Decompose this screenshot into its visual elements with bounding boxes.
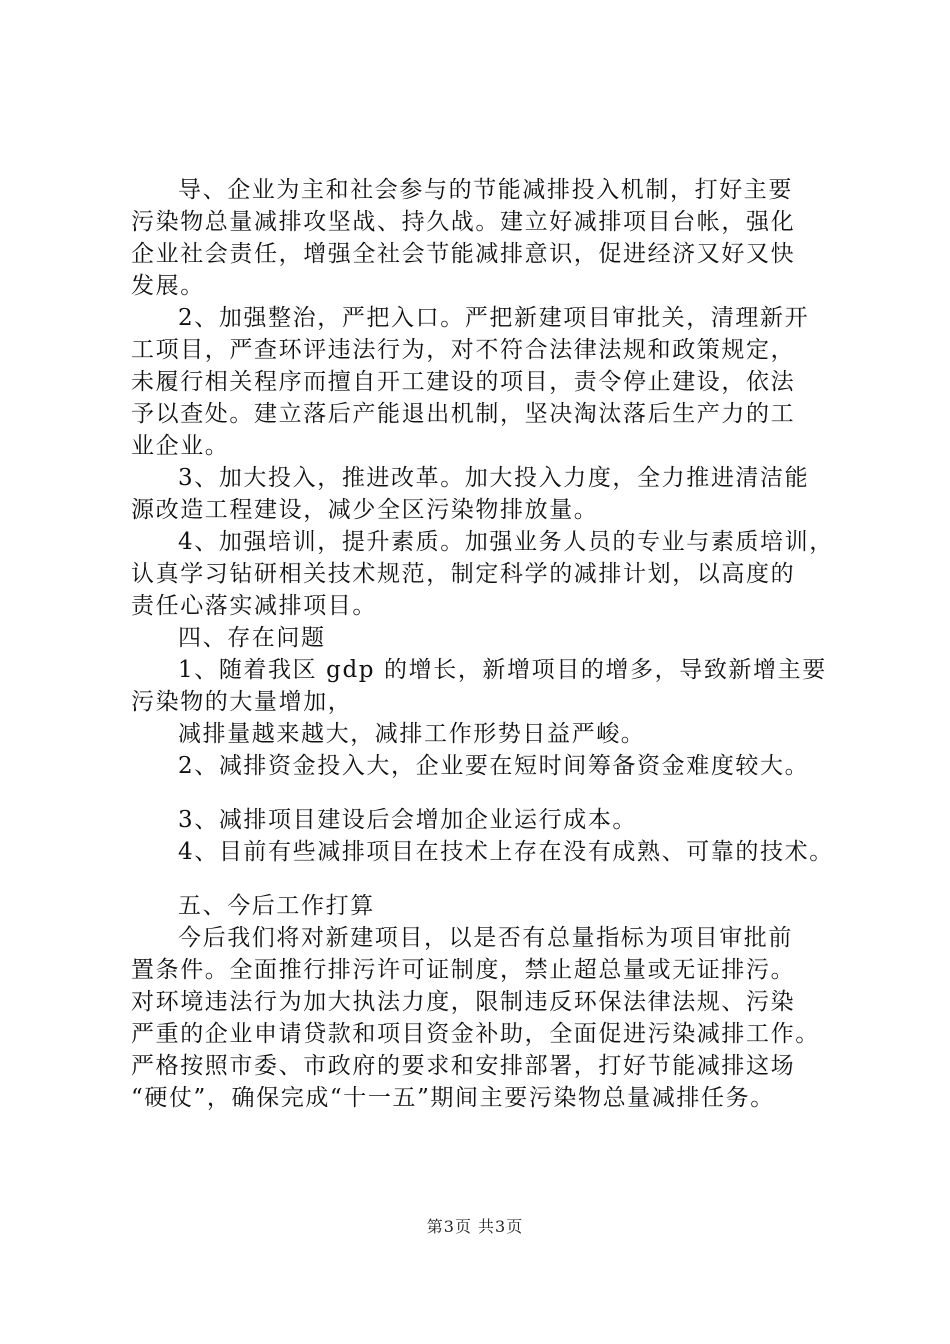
text-line: 予以查处。建立落后产能退出机制，坚决淘汰落后生产力的工 — [131, 401, 796, 427]
text-line: 源改造工程建设，减少全区污染物排放量。 — [131, 497, 599, 523]
section-heading: 五、今后工作打算 — [178, 893, 375, 919]
paragraph-gap — [131, 868, 831, 890]
document-body — [131, 174, 834, 1114]
text-line: 对环境违法行为加大执法力度，限制违反环保法律法规、污染 — [131, 989, 796, 1015]
text-line: 认真学习钻研相关技术规范，制定科学的减排计划，以高度的 — [131, 561, 796, 587]
text-line: 1、随着我区 gdp 的增长，新增项目的增多，导致新增主要 — [178, 657, 827, 683]
text-line: 污染物的大量增加， — [131, 689, 353, 715]
text-line: 工项目，严查环评违法行为，对不符合法律法规和政策规定， — [131, 337, 796, 363]
text-line: “硬仗”，确保完成“十一五”期间主要污染物总量减排任务。 — [131, 1085, 775, 1111]
text-line: 严重的企业申请贷款和项目资金补助，全面促进污染减排工作。 — [131, 1021, 820, 1047]
section-heading: 四、存在问题 — [178, 625, 326, 651]
text-line: 污染物总量减排攻坚战、持久战。建立好减排项目台帐，强化 — [131, 209, 796, 235]
text-line: 今后我们将对新建项目，以是否有总量指标为项目审批前 — [178, 925, 793, 951]
text-line: 减排量越来越大，减排工作形势日益严峻。 — [178, 721, 646, 747]
text-line: 置条件。全面推行排污许可证制度，禁止超总量或无证排污。 — [131, 957, 796, 983]
text-line: 未履行相关程序而擅自开工建设的项目，责令停止建设，依法 — [131, 369, 796, 395]
text-line: 发展。 — [131, 273, 205, 299]
paragraph-gap — [131, 782, 831, 804]
text-line: 导、企业为主和社会参与的节能减排投入机制，打好主要 — [178, 177, 793, 203]
text-line: 2、减排资金投入大，企业要在短时间筹备资金难度较大。 — [178, 753, 810, 779]
text-line: 4、目前有些减排项目在技术上存在没有成熟、可靠的技术。 — [178, 839, 834, 865]
text-line: 3、加大投入，推进改革。加大投入力度，全力推进清洁能 — [178, 465, 810, 491]
text-line: 3、减排项目建设后会增加企业运行成本。 — [178, 807, 638, 833]
text-line: 企业社会责任，增强全社会节能减排意识，促进经济又好又快 — [131, 241, 796, 267]
text-line: 4、加强培训，提升素质。加强业务人员的专业与素质培训， — [178, 529, 834, 555]
text-line: 严格按照市委、市政府的要求和安排部署，打好节能减排这场 — [131, 1053, 796, 1079]
text-line: 责任心落实减排项目。 — [131, 593, 377, 619]
text-line: 2、加强整治，严把入口。严把新建项目审批关，清理新开 — [178, 305, 810, 331]
text-line: 业企业。 — [131, 433, 230, 459]
page-number-footer: 第3页 共3页 — [426, 1217, 524, 1236]
